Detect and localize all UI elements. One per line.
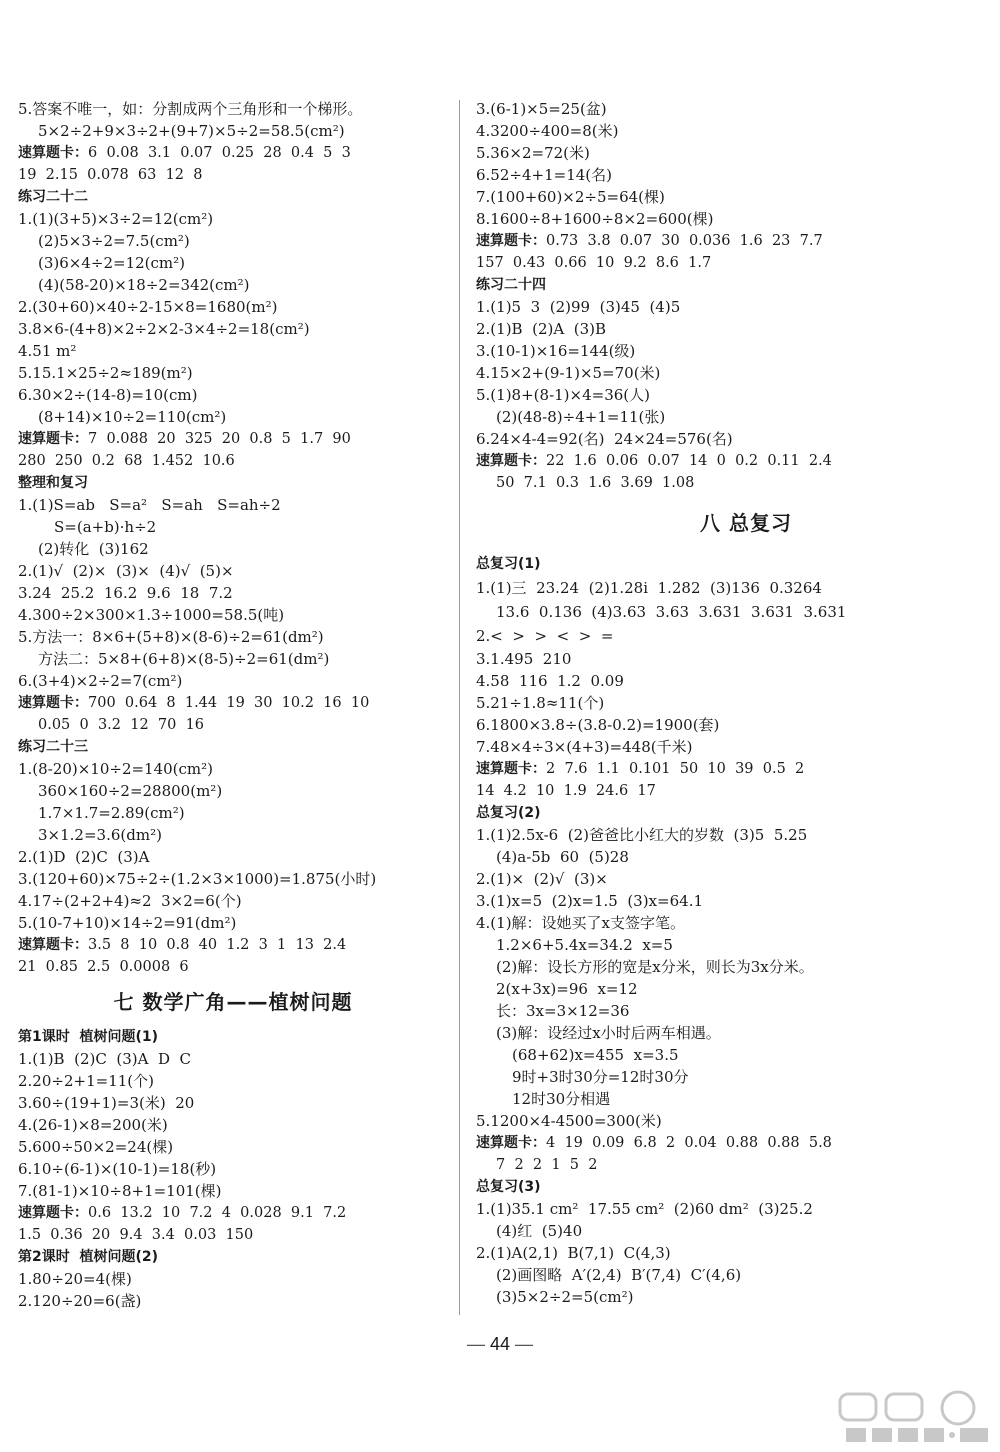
- text-line: 2.(30+60)×40÷2-15×8=1680(m²): [18, 298, 278, 316]
- speed-card-line: [476, 230, 986, 252]
- text-line: 1.(8-20)×10÷2=140(cm²): [18, 760, 214, 778]
- text-line: 8.1600÷8+1600÷8×2=600(棵): [476, 210, 714, 228]
- watermark-icon: [832, 1390, 992, 1446]
- text-line: 13.6 0.136 (4)3.63 3.63 3.631 3.631 3.631: [496, 603, 847, 621]
- speed-card-line: [18, 142, 448, 164]
- text-line: (3)6×4÷2=12(cm²): [38, 254, 186, 272]
- page-number-dash: —: [466, 1334, 485, 1354]
- text-line: 1.80÷20=4(棵): [18, 1270, 132, 1288]
- speed-card-line: [18, 428, 448, 450]
- text-line: 1.7×1.7=2.89(cm²): [38, 804, 185, 822]
- text-line: 14 4.2 10 1.9 24.6 17: [476, 783, 656, 799]
- text-line: 1.(1)S=ab S=a² S=ah S=ah÷2: [18, 496, 281, 514]
- speed-card-label: 速算题卡：: [18, 431, 88, 447]
- text-line: S=(a+b)·h÷2: [54, 518, 157, 536]
- text-line: 1.2×6+5.4x=34.2 x=5: [496, 936, 673, 954]
- text-line: 6.30×2÷(14-8)=10(cm): [18, 386, 198, 404]
- speed-card-line: [476, 758, 986, 780]
- text-line: 2.(1)A(2,1) B(7,1) C(4,3): [476, 1244, 671, 1262]
- speed-card-label: 速算题卡：: [476, 233, 546, 249]
- text-line: 长：3x=3×12=36: [496, 1002, 630, 1020]
- text-line: 5.答案不唯一，如：分割成两个三角形和一个梯形。: [18, 100, 363, 118]
- text-line: (3)5×2÷2=5(cm²): [496, 1288, 634, 1306]
- text-line: 12时30分相遇: [512, 1090, 611, 1108]
- text-line: 4.3200÷400=8(米): [476, 122, 619, 140]
- text-line: 5.15.1×25÷2≈189(m²): [18, 364, 193, 382]
- text-line: 3.60÷(19+1)=3(米) 20: [18, 1094, 195, 1112]
- text-line: 19 2.15 0.078 63 12 8: [18, 167, 203, 183]
- speed-card-label: 速算题卡：: [18, 937, 88, 953]
- text-line: 4.51 m²: [18, 342, 77, 360]
- text-line: 6.24×4-4=92(名) 24×24=576(名): [476, 430, 733, 448]
- speed-card-label: 速算题卡：: [476, 761, 546, 777]
- chapter-title: 七 数学广角——植树问题: [113, 990, 353, 1014]
- section-heading: 练习二十二: [18, 189, 88, 205]
- speed-card-values: 700 0.64 8 1.44 19 30 10.2 16 10: [88, 695, 370, 711]
- text-line: (3)解：设经过x小时后两车相遇。: [496, 1024, 721, 1042]
- speed-card-values: 6 0.08 3.1 0.07 0.25 28 0.4 5 3: [88, 145, 351, 161]
- text-line: 2.(1)× (2)√ (3)×: [476, 870, 608, 888]
- speed-card-values: 2 7.6 1.1 0.101 50 10 39 0.5 2: [546, 761, 805, 777]
- text-line: 360×160÷2=28800(m²): [38, 782, 223, 800]
- text-line: 4.(1)解：设她买了x支签字笔。: [476, 914, 686, 932]
- text-line: 1.(1)三 23.24 (2)1.28i 1.282 (3)136 0.3264: [476, 579, 822, 597]
- speed-card-values: 22 1.6 0.06 0.07 14 0 0.2 0.11 2.4: [546, 453, 832, 469]
- text-line: 3.(1)x=5 (2)x=1.5 (3)x=64.1: [476, 892, 704, 910]
- text-line: 4.17÷(2+2+4)≈2 3×2=6(个): [18, 892, 242, 910]
- text-line: 5.36×2=72(米): [476, 144, 590, 162]
- text-line: (8+14)×10÷2=110(cm²): [38, 408, 227, 426]
- text-line: 1.5 0.36 20 9.4 3.4 0.03 150: [18, 1227, 254, 1243]
- speed-card-line: [18, 1202, 448, 1224]
- text-line: 6.10÷(6-1)×(10-1)=18(秒): [18, 1160, 217, 1178]
- text-line: 3.24 25.2 16.2 9.6 18 7.2: [18, 584, 233, 602]
- section-heading: 练习二十三: [18, 739, 88, 755]
- text-line: (2)转化 (3)162: [38, 540, 149, 558]
- section-heading: 总复习(1): [476, 556, 541, 572]
- section-heading: 整理和复习: [18, 475, 88, 491]
- text-line: 3.(6-1)×5=25(盆): [476, 100, 607, 118]
- text-line: 1.(1)(3+5)×3÷2=12(cm²): [18, 210, 214, 228]
- text-line: (2)5×3÷2=7.5(cm²): [38, 232, 190, 250]
- text-line: (4)红 (5)40: [496, 1222, 583, 1240]
- text-line: 方法二：5×8+(6+8)×(8-5)÷2=61(dm²): [38, 650, 330, 668]
- text-line: 5×2÷2+9×3÷2+(9+7)×5÷2=58.5(cm²): [38, 122, 345, 140]
- text-line: 4.300÷2×300×1.3÷1000=58.5(吨): [18, 606, 285, 624]
- text-line: 5.方法一：8×6+(5+8)×(8-6)÷2=61(dm²): [18, 628, 324, 646]
- speed-card-line: [18, 934, 448, 956]
- text-line: (2)画图略 A′(2,4) B′(7,4) C′(4,6): [496, 1266, 742, 1284]
- text-line: 157 0.43 0.66 10 9.2 8.6 1.7: [476, 255, 712, 271]
- right-column: [476, 98, 986, 1308]
- text-line: 5.21÷1.8≈11(个): [476, 694, 605, 712]
- speed-card-line: [476, 450, 986, 472]
- section-heading: 总复习(2): [476, 805, 541, 821]
- text-line: 2.120÷20=6(盏): [18, 1292, 142, 1310]
- text-line: 7.(100+60)×2÷5=64(棵): [476, 188, 665, 206]
- text-line: 3×1.2=3.6(dm²): [38, 826, 162, 844]
- watermark-logo: [832, 1390, 992, 1446]
- speed-card-label: 速算题卡：: [476, 453, 546, 469]
- column-divider: [459, 100, 460, 1315]
- speed-card-values: 0.73 3.8 0.07 30 0.036 1.6 23 7.7: [546, 233, 823, 249]
- text-line: 2.(1)D (2)C (3)A: [18, 848, 150, 866]
- text-line: 1.(1)5 3 (2)99 (3)45 (4)5: [476, 298, 681, 316]
- text-line: 9时+3时30分=12时30分: [512, 1068, 689, 1086]
- text-line: 3.(120+60)×75÷2÷(1.2×3×1000)=1.875(小时): [18, 870, 377, 888]
- text-line: 2.(1)√ (2)× (3)× (4)√ (5)×: [18, 562, 234, 580]
- text-line: (2)(48-8)÷4+1=11(张): [496, 408, 666, 426]
- chapter-title: 八 总复习: [700, 511, 792, 535]
- text-line: 21 0.85 2.5 0.0008 6: [18, 959, 189, 975]
- text-line: 1.(1)B (2)C (3)A D C: [18, 1050, 192, 1068]
- text-line: (2)解：设长方形的宽是x分米，则长为3x分米。: [496, 958, 814, 976]
- left-column: [18, 98, 448, 1312]
- text-line: 7 2 2 1 5 2: [496, 1157, 598, 1173]
- page-number: [0, 1334, 1000, 1355]
- text-line: 6.(3+4)×2÷2=7(cm²): [18, 672, 183, 690]
- text-line: 7.(81-1)×10÷8+1=101(棵): [18, 1182, 222, 1200]
- text-line: 50 7.1 0.3 1.6 3.69 1.08: [496, 475, 695, 491]
- speed-card-values: 4 19 0.09 6.8 2 0.04 0.88 0.88 5.8: [546, 1135, 832, 1151]
- lesson-heading: 第2课时 植树问题(2): [18, 1249, 159, 1265]
- speed-card-line: [18, 692, 448, 714]
- text-line: 7.48×4÷3×(4+3)=448(千米): [476, 738, 693, 756]
- text-line: 5.1200×4-4500=300(米): [476, 1112, 662, 1130]
- speed-card-values: 3.5 8 10 0.8 40 1.2 3 1 13 2.4: [88, 937, 347, 953]
- text-line: 2(x+3x)=96 x=12: [496, 980, 638, 998]
- text-line: (4)a-5b 60 (5)28: [496, 848, 629, 866]
- page-number-value: 44: [489, 1334, 511, 1354]
- text-line: 5.(1)8+(8-1)×4=36(人): [476, 386, 651, 404]
- speed-card-line: [476, 1132, 986, 1154]
- text-line: 6.1800×3.8÷(3.8-0.2)=1900(套): [476, 716, 720, 734]
- text-line: 5.(10-7+10)×14÷2=91(dm²): [18, 914, 237, 932]
- text-line: 1.(1)2.5x-6 (2)爸爸比小红大的岁数 (3)5 5.25: [476, 826, 808, 844]
- text-line: 2.20÷2+1=11(个): [18, 1072, 154, 1090]
- text-line: (68+62)x=455 x=3.5: [512, 1046, 679, 1064]
- text-line: 4.(26-1)×8=200(米): [18, 1116, 168, 1134]
- speed-card-values: 0.6 13.2 10 7.2 4 0.028 9.1 7.2: [88, 1205, 347, 1221]
- text-line: 4.15×2+(9-1)×5=70(米): [476, 364, 661, 382]
- text-line: 2.< > > < > =: [476, 627, 614, 645]
- text-line: 4.58 116 1.2 0.09: [476, 672, 624, 690]
- text-line: (4)(58-20)×18÷2=342(cm²): [38, 276, 250, 294]
- speed-card-values: 7 0.088 20 325 20 0.8 5 1.7 90: [88, 431, 351, 447]
- text-line: 0.05 0 3.2 12 70 16: [38, 717, 205, 733]
- text-line: 1.(1)35.1 cm² 17.55 cm² (2)60 dm² (3)25.2: [476, 1200, 813, 1218]
- lesson-heading: 第1课时 植树问题(1): [18, 1029, 159, 1045]
- speed-card-label: 速算题卡：: [18, 695, 88, 711]
- page-number-dash: —: [515, 1334, 534, 1354]
- text-line: 3.8×6-(4+8)×2÷2×2-3×4÷2=18(cm²): [18, 320, 310, 338]
- section-heading: 总复习(3): [476, 1179, 541, 1195]
- speed-card-label: 速算题卡：: [18, 1205, 88, 1221]
- text-line: 280 250 0.2 68 1.452 10.6: [18, 453, 235, 469]
- text-line: 2.(1)B (2)A (3)B: [476, 320, 607, 338]
- section-heading: 练习二十四: [476, 277, 546, 293]
- speed-card-label: 速算题卡：: [18, 145, 88, 161]
- speed-card-label: 速算题卡：: [476, 1135, 546, 1151]
- text-line: 6.52÷4+1=14(名): [476, 166, 612, 184]
- text-line: 3.(10-1)×16=144(级): [476, 342, 636, 360]
- text-line: 3.1.495 210: [476, 650, 572, 668]
- text-line: 5.600÷50×2=24(棵): [18, 1138, 174, 1156]
